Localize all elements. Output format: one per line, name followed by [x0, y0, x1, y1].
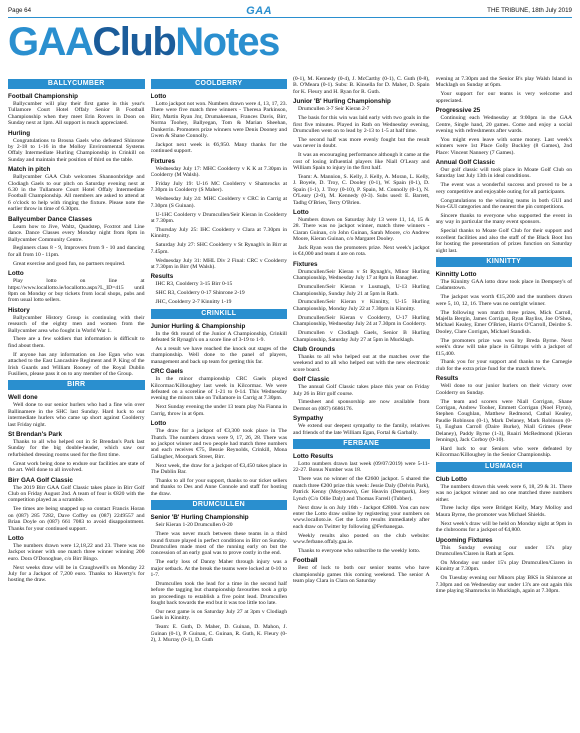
item-heading: Football [293, 557, 318, 565]
paragraph: Congratulations to Brosna Gaels who defeated Shinrone by 2-18 to 1-16 in the Molloy Environmental Systems Offaly Intermediate Hurling Championship in Crinkill on Sunday and maintain their position of third on the table. [8, 137, 145, 163]
item-heading: Lotto [293, 208, 309, 216]
paragraph: Next week, the draw for a jackpot of €3,450 takes place in The Dublin Bar. [150, 462, 287, 476]
paragraph: The jackpot was worth €15,200 and the numbers drawn were 5, 10, 12, 16. There was no outright winner. [435, 294, 572, 307]
paragraph: The Kinnitty GAA lotto draw took place in Dempsey's of Cadamstown. [435, 278, 572, 292]
paragraph: Best of luck to both our senior teams who have championship games this coming weekend. The senior A team play Clara in Clara on Saturday [293, 565, 430, 585]
item-heading: Kinnitty Lotto [435, 270, 477, 278]
paragraph: Sincere thanks to everyone who supported the event in any way in particular the many event sponsors. [435, 213, 572, 226]
paragraph: Next week's draw will be held on Monday night at 9pm in the clubrooms for a jackpot of €4,800. [435, 520, 572, 534]
paragraph: If anyone has any information on Joe Egan who was attached to the East Lancashire Regiment and P. King of the Irish Guards and William Rooney of the Royal Dublin Fusiliers, please pass it on to any member of the Group. [8, 351, 145, 377]
column-3 [293, 76, 430, 731]
item-heading: History [8, 306, 30, 314]
item-heading: Football Championship [8, 93, 78, 100]
paper-date: THE TRIBUNE, 18th July 2019 [487, 7, 572, 14]
paragraph: Hard luck to our Seniors who were defeated by Kilcormac/Killoughey in the Senior Championship. [435, 445, 572, 459]
paragraph: Ballycumber GAA Club welcomes Shannonbridge and Clodiagh Gaels to our pitch on Saturday evening next at 6.30 in the Tullamore Court Hotel Offaly Intermediate Football Championship. All members are asked to attend at 6 o'clock to help with ringing the fixture. Please note the earlier throw in time of 6.30pm. [8, 174, 145, 213]
paragraph: Beginners class 8 - 9, Improvers from 9 - 10 and dancing for all from 10 - 11pm. [8, 245, 145, 258]
masthead-club: Club [92, 20, 176, 64]
paragraph: Jackpot next week is €6,950. Many thanks for the continued support. [150, 141, 287, 155]
paragraph: The basis for this win was laid early with two goals in the first five minutes. Played in Rath on Wednesday evening, Drumcullen went on to lead by 2-13 to 1-5 at half time. [293, 115, 430, 134]
paragraph: Drumcullen/Seir Kieran v Coolderry, U-17 Hurling Championship, Wednesday July 24 at 7.30pm in Coolderry. [293, 314, 430, 328]
item-heading: CRC Gaels [150, 368, 184, 376]
club-section-bar: CRINKILL [151, 309, 288, 319]
page-number: Page 64 [8, 7, 32, 14]
paragraph: Wednesday July 24: MHC Coolderry v CRC in Carrig at 7.30pm (S Guinan). [150, 196, 287, 209]
paragraph: Team: A. Mannion, S. Kelly, J. Kelly, A. Moran, L. Kelly, J. Boyele, D. Troy, C. Dooley (0-1), W. Spain (0-1), D. Spain (1-1), J. Troy (0-10), P. Spain, M. Connolly (0-1), N. O'Leary (2-0), M. Kennedy (0-3). Subs used: E. Barrett, Tadhg O'Brien, Terry O'Brien. [293, 173, 430, 206]
paragraph: JHC, Coolderry 2-7 Kinnitty 1-19 [155, 299, 232, 306]
paragraph: The 2019 Birr GAA Golf Classic takes place in Birr Golf Club on Friday August 2nd. A team of four is €820 with the competition played as a scramble. [8, 484, 145, 504]
masthead-gaa: GAA [8, 20, 93, 64]
paragraph: Timesheet and sponsorship are now available from Dermot on (087) 6686176. [293, 399, 430, 412]
paragraph: Drumcullen v Clodiagh Gaels, Senior B Hurling Championship, Saturday July 27 at 5pm in Mucklagh. [293, 330, 430, 343]
paragraph: Jack Ryan won the promoters prize. Next week's jackpot is €4,000 and team 4 are on rota. [293, 245, 430, 258]
paragraph: Thanks to everyone who subscribe to the weekly lotto. [298, 547, 421, 554]
paragraph: The numbers drawn this week were 6, 18, 29 & 31. There was no jackpot winner and no one matched three numbers either. [435, 483, 572, 503]
paragraph: Lotto numbers drawn last week (09/07/2019) were 5-11-22-27. Bonus Number was 18. [293, 461, 430, 474]
masthead [8, 22, 279, 62]
item-heading: Upcoming Fixtures [435, 536, 493, 544]
paragraph: Lotto jackpot not won. Numbers drawn were 4, 13, 17, 23. There were five match three winners - Theresa Parkinson, Birr, Martin Ryan Jnr, Drumakeenan, Frances Davis, Birr, Norma Toohey, Ballyegan, Tom & Marian Sheehan, Dunkerrin. Promoters prize winners were Denis Dooney and Gwen & Shane Connolly. [150, 101, 287, 140]
paragraph: Our golf classic will took place in Moate Golf Club on Saturday last July 13th in ideal conditions. [435, 167, 572, 180]
paragraph: Wednesday July 31: MHL Div 2 Final: CRC v Coolderry at 7.30pm in Birr (M Walsh). [150, 257, 287, 271]
item-heading: Match in pitch [8, 166, 51, 174]
paragraph: There was no winner of the €2600 jackpot. 5 shared the match three €200 prize this week: Jessie Daly (Delvin Park), Patrick Kenny (Moystown), Ger Heavin (Deerpark), Joey Lynch (C/o Ollie Daly) and Thomas Farrell (Tubber). [293, 476, 430, 502]
paragraph: Team: E. Guth, D. Maher, D. Guinan, D. Mahon, J. Guinan (0-1), P. Guinan, C. Guinan, R. Guth, K. Fleury (0-2), J. Murray (0-1), D. Guth [150, 624, 287, 644]
paragraph: The annual Golf Classic takes place this year on Friday July 26 in Birr golf course. [293, 384, 430, 397]
paragraph: Continuing each Wednesday at 9:00pm in the GAA Centre, Single hand, 20 games. Come and enjoy a social evening with refreshments after wards. [435, 115, 572, 134]
paragraph: The draw for a jackpot of €3,300 took place in The Thatch. The numbers drawn were 9, 17, 26, 28. There was no jackpot winner and two people had match three numbers and each receives €75, Bessie Reynolds, Crinkill, Mona Gallagher, Moorpark Street, Birr. [150, 428, 287, 460]
paragraph: Drumcullen/Seir Kieran v Kinnitty, U-15 Hurling Championship, Monday July 22 at 7.30pm in Kinnitty. [293, 299, 430, 312]
item-heading: Lotto Results [293, 453, 334, 461]
paragraph: Ballycumber History Group is continuing with their research of the eighty men and women from the Ballycumber area who fought in World War 1. [8, 314, 145, 334]
item-heading: Sympathy [293, 415, 324, 423]
club-section-bar: LUSMAGH [436, 462, 573, 472]
paragraph: Three lucky dips were Bridget Kelly, Mary Molloy and Maura Byrne, the promoter was Michael Shields. [435, 505, 572, 518]
paragraph: Drumcullen/Seir Kieran v St Rynagh's, Minor Hurling Championship, Wednesday July 17 at 8pm in Banagher. [293, 268, 430, 282]
paragraph: On Tuesday evening our Minors play BKS in Shinrone at 7.30pm and on Wednesday our under 13's are out again this time playing Shamrocks in Mucklagh, again at 7.30pm. [435, 575, 572, 594]
paragraph: Drumcullen took the lead for a time in the second half before the tagging but championship favourites took a grip on proceedings to establish a five point lead. Drumcullen fought back towards the end but it was too little too late. [150, 580, 287, 607]
item-heading: Junior Hurling & Championship [150, 322, 246, 330]
paragraph: Our next game is on Saturday July 27 at 3pm v Clodiagh Gaels in Kinnitty. [150, 609, 287, 622]
paragraph: Thanks to all for your support, thanks to our ticket sellers and thanks to Des and Anne Connole and staff for hosting the draw. [150, 477, 287, 497]
club-section-bar: KINNITTY [436, 257, 573, 267]
paragraph: The event was a wonderful success and proved to be a very competitive and enjoyable outing for all participants. [435, 182, 572, 195]
paragraph: We extend our deepest sympathy to the family, relatives and friends of the late William Egan, Fortal & Garbally. [293, 423, 430, 436]
item-heading: Results [435, 375, 459, 383]
page-header [8, 4, 572, 18]
paragraph: Thank you for your support and thanks to the Carnegie club for the extra prize fund for the match three's. [435, 359, 572, 372]
paragraph: In the 6th round of the Junior A Championship, Crinkill defeated St Rynagh's on a score line of 3-19 to 1-9. [150, 330, 287, 344]
masthead-notes: Notes [175, 20, 279, 64]
paragraph: The team and scorers were Niall Corrigan, Shane Corrigan, Andrew Tooher, Emmett Corrigan (Noel Flynn), Stephen Coughlan, Matthew Redmond, Cathal Kealey, Paudie Robinson (0-1), Mark Delaney, Mark Robinson (0-5), Eoghan Carroll (Daire Burke), Niall Grimes (Peter Delaney), Paddy Byrne (1-3), Ruairi McRedmond (Kieran Jennings), Jack Corboy (0-10). [435, 398, 572, 443]
paragraph: The following won match three prizes, Mick Carroll, Majella Bergin, James Corrigan, Ryan Bayliss, Joe O'Shea, Michael Kealey, Emer O'Brien, Harris O'Carroll, Deirdre S. Dooley, Clare Corrigan, Michael Standish. [435, 309, 572, 335]
paragraph: There was never much between these teams in a third round fixture played in perfect conditions in Birr on Sunday. Drumcullen made most of the running early on but the concession of an early goal was to prove costly in the end. [150, 531, 287, 557]
paragraph: Your support for our teams is very welcome and appreciated. [435, 91, 572, 104]
paragraph: Saturday July 27: SHC Coolderry v St Rynagh's in Birr at 7.45pm. [150, 242, 287, 255]
paragraph: In the minor championship CRC Gaels played Kilcormac/Killoughey last week in Kilcormac. We were defeated on a scoreline of 1-21 to 0-14. This Wednesday evening the minors take on Tullamore in Carrig at 7.30pm. [150, 376, 287, 402]
item-heading: Golf Classic [293, 376, 330, 384]
item-heading: St Brendan's Park [8, 431, 62, 439]
paragraph: Drumcullen 3-7 Seir Kieran 2-7 [298, 106, 370, 113]
paragraph: Next Sunday evening the under 13 team play Na Fianna in Carrig, throw in at 6pm. [150, 404, 287, 417]
paragraph: Special thanks to Moate Golf Club for their support and excellent facilities and also the staff of the Black Boot Inn for hosting the presentation of prizes function on Saturday night last. [435, 228, 572, 254]
item-heading: Club Grounds [293, 345, 335, 353]
club-section-bar: FERBANE [293, 439, 430, 449]
item-heading: Well done [8, 394, 38, 402]
paragraph: Weekly results also posted on the club website: www.ferbane.offaly.gaa.ie. [293, 532, 430, 546]
paragraph: SHC R3, Coolderry 0-17 Shinrone 2-19 [155, 290, 245, 297]
column-2 [151, 76, 288, 731]
paragraph: This Sunday evening our under 13's play Drumcullen/Ciaren in Rath at 5pm. [435, 544, 572, 557]
paragraph: There are a few soldiers that information is difficult to find about them. [8, 336, 145, 349]
item-heading: Club Lotto [435, 475, 467, 483]
item-heading: Lotto [8, 534, 24, 542]
paragraph: Well done to our junior hurlers on their victory over Coolderry on Sunday. [435, 383, 572, 396]
item-heading: Lotto [150, 420, 167, 428]
paragraph: U-1HC Coolderry v Drumcullen/Seir Kieran in Coolderry at 7.30pm. [150, 211, 287, 225]
paragraph: Drumcullen/Seir Kieran v Lusmagh, U-13 Hurling Championship, Sunday July 21 at 5pm in Rath. [293, 284, 430, 297]
item-heading: Annual Golf Classic [435, 159, 495, 167]
paragraph: Thanks to all who helped out in St Brendan's Park last Sunday for the big double-header, which saw our refurbished dressing rooms used for the first time. [8, 439, 145, 458]
club-section-bar: COOLDERRY [151, 79, 288, 89]
item-heading: Birr GAA Golf Classic [8, 476, 73, 484]
item-heading: Lotto [8, 270, 24, 278]
section-label: GAA [246, 4, 273, 17]
paragraph: Well done to our senior hurlers who had a fine win over Ballinamere in the SHC last Sunday. Hard luck to our intermediate hurlers who came up short against Coolderry last Friday night. [8, 402, 145, 428]
paragraph: The numbers drawn were 12,18,22 and 23. There was no Jackpot winner with one match three winner winning 200 euro. Dora O'Donoghue, c/o Birr Bingo. [8, 542, 145, 562]
paragraph: It was an encouraging performance although it came at the cost of losing influential players like Niall O'Leary and William Spain to injury in the first half. [293, 152, 430, 171]
paragraph: The early loss of Danny Maher through injury was a major setback. At the break the teams were locked at 0-10 to 1-7. [150, 559, 287, 579]
item-heading: Hurling [8, 129, 31, 137]
column-1 [8, 76, 145, 731]
paragraph: Seir Kieran 1-20 Drumcullen 0-20 [155, 522, 233, 529]
paragraph: Play lotto on line at https://www.locallotto.ie/locallotto.aspx?L_ID=415 until 8pm on Monday or buy tickets from local shops, pubs and from usual lotto sellers. [8, 278, 145, 304]
paragraph: IHC R3, Coolderry 3-15 Birr 0-15 [155, 281, 233, 288]
paragraph: (0-1), M. Kennedy (0-4), J. McCarthy (0-1), C. Guth (0-8), B. O'Meara (0-1). Subs: B. Kinsella for D. Maher, D. Spain for K. Fleury and H. Ryan for R. Guth. [293, 76, 430, 95]
paragraph: Great exercise and good fun, no partners required. [13, 260, 126, 267]
paragraph: Next weeks draw will be in Craughwell's on Monday 22 July for a Jackpot of 7,200 euro. Thanks to Haverty's for hosting the draw. [8, 564, 145, 584]
paragraph: The promoters prize was won by Breda Byrne. Next week's draw will take place in Giltraps with a jackpot of €15,400. [435, 337, 572, 357]
paragraph: evening at 7.30pm and the Senior B's play Walsh Island in Mucklagh on Sunday at 6pm. [435, 76, 572, 89]
paragraph: Thursday July 25: IHC Coolderry v Clara at 7.30pm in Kinnitty. [150, 227, 287, 240]
paragraph: The second half was more evenly fought but the result was never in doubt. [293, 136, 430, 150]
column-4 [436, 76, 573, 731]
item-heading: Lotto [150, 93, 167, 100]
paragraph: Friday July 19: U-16 MC Coolderry v Shamrocks at 7.30pm in Coolderry (S Maher). [150, 181, 287, 194]
paragraph: Numbers drawn on Saturday July 13 were 11, 14, 15 & 28. There was no jackpot winner, match three winners - Ciaran Guinan, c/o John Guinan, Sarah Moore, c/o Andrew Moore, Kieran Guinan, c/o Margaret Dooley. [293, 216, 430, 243]
club-section-bar: BALLYCUMBER [8, 79, 145, 89]
item-heading: Fixtures [293, 260, 318, 268]
paragraph: Thanks to all who helped out at the matches over the weekend and to all who helped out with the new electronic score board. [293, 353, 430, 373]
item-heading: Ballycumber Dance Classes [8, 215, 93, 223]
paragraph: Next draw is on July 16th - Jackpot €2800. You can now enter the Lotto draw online by registering your numbers on www.localloto.ie. Get the Lotto results immediately after each draw on Twitter by following @Ferbanegaa. [293, 504, 430, 530]
paragraph: You might even leave with some money. Last week's winners were 1st Place Golly Buckley (8 Games), 2nd Place: Vincent Nannery (7 Games). [435, 136, 572, 156]
paragraph: Wednesday July 17: MHC Coolderry v K K at 7.30pm in Coolderry (M Walsh). [150, 165, 287, 179]
paragraph: Tee times are being snapped up so contact Francis Horan on (087) 285 7282, Dave Coffey on (087) 2249557 and Brian Doyle on (087) 661 7083 to avoid disappointment. Thanks for your continued support. [8, 506, 145, 532]
item-heading: Senior 'B' Hurling Championship [150, 514, 249, 522]
paragraph: Congratulations to the winning teams in both GUI and Non-GUI categories and the nearest the pin competitions. [435, 197, 572, 211]
item-heading: Progressive 25 [435, 107, 481, 115]
paragraph: As a result we have reached the knock out stages of the championship. Well done to the panel of players, management and back up team for getting this far. [150, 345, 287, 365]
item-heading: Fixtures [150, 157, 175, 165]
paragraph: On Monday our under 15's play Drumcullen/Ciaren in Kinnitty at 7.30pm. [435, 559, 572, 573]
paragraph: Ballycumber will play their first game in this year's Tullamore Court Hotel Offaly Senior B Football Championship when they meet Erin Rovers in Doon on Sunday next at 1pm. All support is much appreciated. [8, 101, 145, 127]
club-section-bar: DRUMCULLEN [151, 500, 288, 510]
article-columns [8, 76, 572, 731]
item-heading: Junior 'B' Hurling Championship [293, 98, 391, 106]
club-section-bar: BIRR [8, 380, 145, 390]
item-heading: Results [150, 273, 174, 281]
paragraph: Learn how to Jive, Waltz, Quadstep, Foxtrot and Line dance. Dance Classes every Monday night from 8pm in Ballycumber Community Centre. [8, 223, 145, 243]
paragraph: Great work being done to endure our facilities are state of the art. Well done to all involved. [8, 460, 145, 474]
